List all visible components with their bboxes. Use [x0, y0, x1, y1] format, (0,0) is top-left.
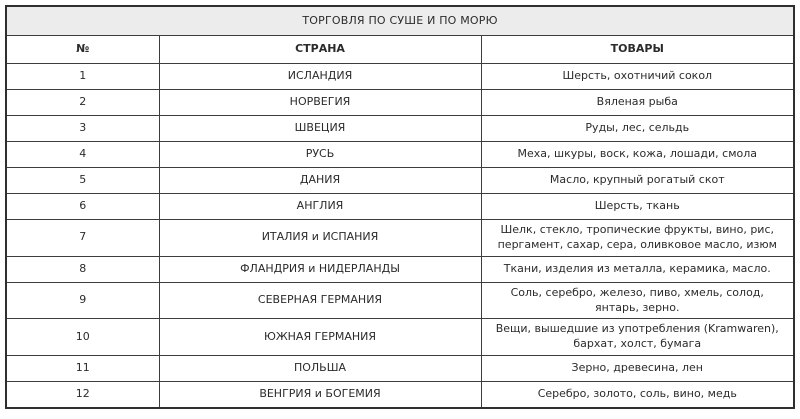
table-header-row — [6, 36, 794, 64]
table-row — [6, 256, 794, 282]
row-number-cell: 1 — [6, 64, 159, 90]
table-row — [6, 282, 794, 319]
goods-cell: Шелк, стекло, тропические фрукты, вино, рис, пергамент, сахар, сера, оливковое масло, изюм — [481, 220, 794, 257]
goods-cell: Руды, лес, сельдь — [481, 116, 794, 142]
table-row — [6, 90, 794, 116]
column-header-goods: ТОВАРЫ — [481, 36, 794, 64]
goods-cell: Вещи, вышедшие из употребления (Kramwaren), бархат, холст, бумага — [481, 319, 794, 356]
row-number-cell: 7 — [6, 220, 159, 257]
trade-table — [5, 5, 795, 409]
country-cell: НОРВЕГИЯ — [159, 90, 481, 116]
table-row — [6, 356, 794, 382]
country-cell: ШВЕЦИЯ — [159, 116, 481, 142]
country-cell: РУСЬ — [159, 142, 481, 168]
row-number-cell: 5 — [6, 168, 159, 194]
country-cell: ИТАЛИЯ и ИСПАНИЯ — [159, 220, 481, 257]
column-header-number: № — [6, 36, 159, 64]
row-number-cell: 11 — [6, 356, 159, 382]
row-number-cell: 12 — [6, 382, 159, 409]
row-number-cell: 4 — [6, 142, 159, 168]
table-row — [6, 220, 794, 257]
goods-cell: Масло, крупный рогатый скот — [481, 168, 794, 194]
country-cell: АНГЛИЯ — [159, 194, 481, 220]
country-cell: ФЛАНДРИЯ и НИДЕРЛАНДЫ — [159, 256, 481, 282]
goods-cell: Вяленая рыба — [481, 90, 794, 116]
table-row — [6, 319, 794, 356]
goods-cell: Шерсть, ткань — [481, 194, 794, 220]
goods-cell: Соль, серебро, железо, пиво, хмель, солод, янтарь, зерно. — [481, 282, 794, 319]
country-cell: ВЕНГРИЯ и БОГЕМИЯ — [159, 382, 481, 409]
country-cell: ПОЛЬША — [159, 356, 481, 382]
goods-cell: Зерно, древесина, лен — [481, 356, 794, 382]
row-number-cell: 8 — [6, 256, 159, 282]
country-cell: СЕВЕРНАЯ ГЕРМАНИЯ — [159, 282, 481, 319]
country-cell: ЮЖНАЯ ГЕРМАНИЯ — [159, 319, 481, 356]
table-row — [6, 116, 794, 142]
table-row — [6, 382, 794, 409]
table-title: ТОРГОВЛЯ ПО СУШЕ И ПО МОРЮ — [6, 6, 794, 36]
row-number-cell: 9 — [6, 282, 159, 319]
table-row — [6, 168, 794, 194]
table-row — [6, 142, 794, 168]
goods-cell: Меха, шкуры, воск, кожа, лошади, смола — [481, 142, 794, 168]
table-row — [6, 64, 794, 90]
country-cell: ДАНИЯ — [159, 168, 481, 194]
row-number-cell: 3 — [6, 116, 159, 142]
row-number-cell: 6 — [6, 194, 159, 220]
row-number-cell: 10 — [6, 319, 159, 356]
row-number-cell: 2 — [6, 90, 159, 116]
goods-cell: Шерсть, охотничий сокол — [481, 64, 794, 90]
table-row — [6, 194, 794, 220]
table-body — [6, 64, 794, 409]
goods-cell: Серебро, золото, соль, вино, медь — [481, 382, 794, 409]
country-cell: ИСЛАНДИЯ — [159, 64, 481, 90]
goods-cell: Ткани, изделия из металла, керамика, масло. — [481, 256, 794, 282]
column-header-country: СТРАНА — [159, 36, 481, 64]
table-title-row — [6, 6, 794, 36]
